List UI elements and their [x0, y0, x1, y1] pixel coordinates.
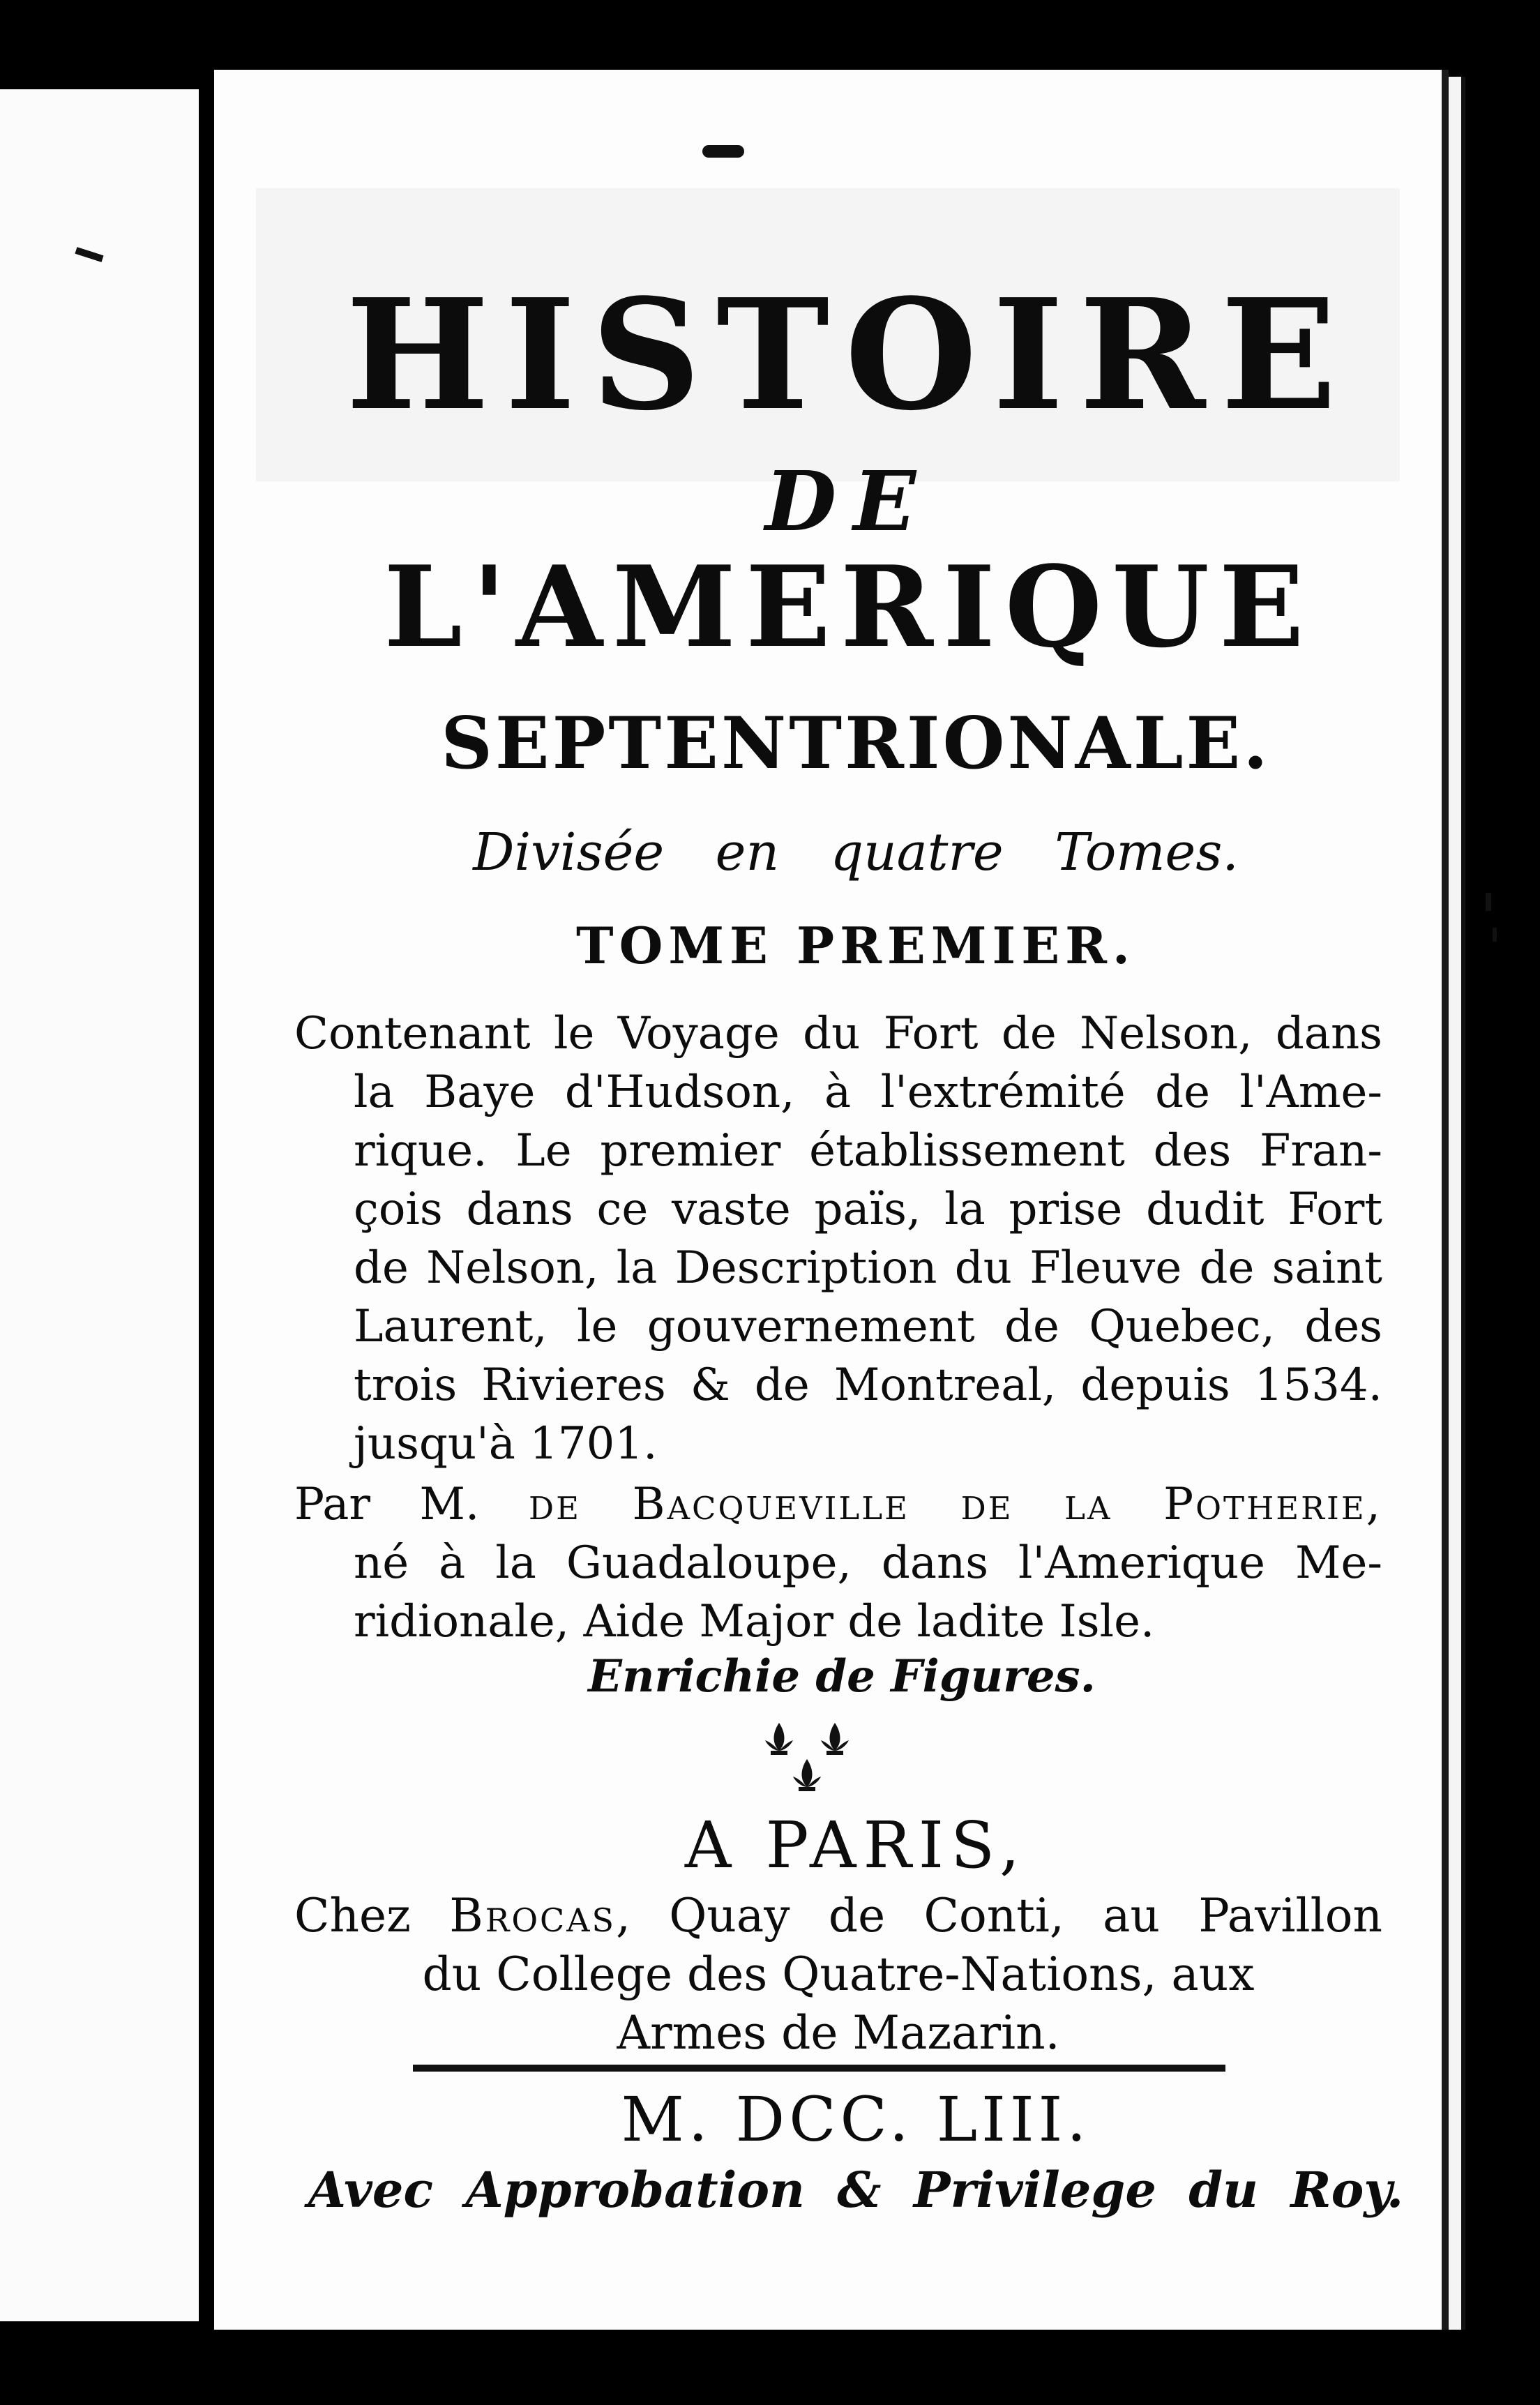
- imprint-date: M. DCC. LIII.: [621, 2083, 1091, 2155]
- publisher-line: Armes de Mazarin.: [617, 2006, 1060, 2060]
- author-line: ridionale, Aide Major de ladite Isle.: [354, 1596, 1155, 1648]
- title-septentrionale: SEPTENTRIONALE.: [441, 702, 1271, 785]
- publisher-line: du College des Quatre-Nations, aux: [422, 1947, 1255, 2001]
- author-line: né à la Guadaloupe, dans l'Amerique Me-: [354, 1537, 1382, 1589]
- author-line: [294, 1475, 1382, 1534]
- imprint-rule: [413, 2065, 1225, 2072]
- title-amerique: L'AMERIQUE: [384, 541, 1314, 672]
- royal-privilege: Avec Approbation & Privilege du Roy.: [308, 2161, 1404, 2219]
- contents-line: Laurent, le gouvernement de Quebec, des: [354, 1301, 1382, 1352]
- contents-line: rique. Le premier établissement des Fran-: [354, 1125, 1382, 1177]
- author-paragraph: [294, 1475, 1382, 1651]
- contents-line: Contenant le Voyage du Fort de Nelson, dans: [294, 1008, 1382, 1060]
- ink-mark: [1493, 928, 1497, 942]
- contents-paragraph: [294, 1004, 1382, 1473]
- imprint-place: A PARIS,: [684, 1808, 1027, 1883]
- contents-line: jusqu'à 1701.: [354, 1418, 658, 1470]
- volume-label: TOME PREMIER.: [576, 916, 1135, 975]
- contents-line: çois dans ce vaste païs, la prise dudit Fort: [354, 1184, 1382, 1235]
- contents-line: la Baye d'Hudson, à l'extrémité de l'Ame-: [354, 1066, 1382, 1118]
- author-name: de Bacqueville de la Potherie,: [529, 1479, 1383, 1530]
- publisher-address: , Quay de Conti, au Pavillon: [615, 1889, 1383, 1943]
- top-ornament-icon: [702, 145, 744, 158]
- publisher-name: Brocas: [449, 1889, 616, 1943]
- facing-page: [0, 89, 199, 2321]
- ink-mark: [75, 247, 103, 262]
- main-title: HISTOIRE: [345, 266, 1352, 444]
- ink-mark: [1486, 893, 1491, 911]
- title-page: [214, 70, 1449, 2330]
- volumes-note: Divisée en quatre Tomes.: [473, 822, 1239, 882]
- contents-line: trois Rivieres & de Montreal, depuis 1534.: [354, 1359, 1382, 1411]
- publisher-prefix: Chez: [294, 1889, 411, 1943]
- contents-line: de Nelson, la Description du Fleuve de saint: [354, 1242, 1382, 1294]
- fleur-de-lis-ornament-icon: [751, 1716, 863, 1800]
- publisher-line: [294, 1887, 1382, 1945]
- illustrations-note: Enrichie de Figures.: [588, 1650, 1096, 1703]
- title-de: DE: [764, 453, 933, 550]
- book-gutter: [199, 77, 214, 2344]
- author-prefix: Par M.: [294, 1479, 480, 1530]
- publisher-paragraph: [294, 1887, 1382, 2063]
